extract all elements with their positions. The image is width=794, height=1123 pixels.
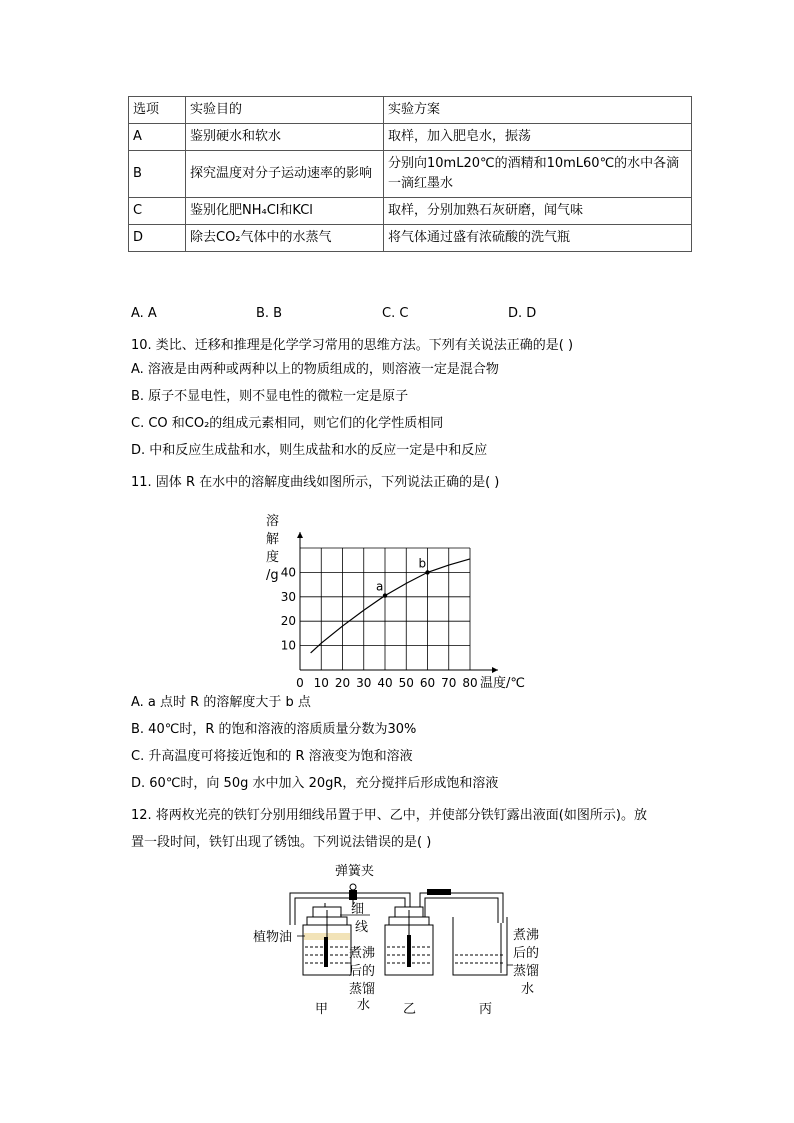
- boiled-water-right-2: 后的: [513, 946, 540, 961]
- table-header-cell: 选项: [129, 97, 186, 124]
- boiled-water-mid-4: 水: [357, 998, 371, 1013]
- boiled-water-mid-2: 后的: [349, 964, 376, 979]
- thread-label-2: 线: [355, 920, 369, 935]
- boiled-water-right-1: 煮沸: [513, 928, 540, 943]
- y-tick-label: 40: [280, 565, 296, 580]
- table-cell: 将气体通过盛有浓硫酸的洗气瓶: [384, 225, 692, 252]
- q10-option-c[interactable]: C. CO 和CO₂的组成元素相同，则它们的化学性质相同: [131, 416, 444, 431]
- q9-choice-d[interactable]: D. D: [508, 306, 537, 321]
- table-cell: 分别向10mL20℃的酒精和10mL60℃的水中各滴一滴红墨水: [384, 151, 692, 198]
- table-cell: 除去CO₂气体中的水蒸气: [186, 225, 384, 252]
- chart-y-axis-label: [266, 513, 279, 583]
- q10-option-b[interactable]: B. 原子不显电性，则不显电性的微粒一定是原子: [131, 389, 409, 404]
- q11-stem: 11. 固体 R 在水中的溶解度曲线如图所示，下列说法正确的是( ): [131, 475, 500, 490]
- x-axis-arrow: [492, 667, 498, 673]
- rubber-tube: [427, 889, 451, 895]
- beaker-bing: [453, 917, 507, 975]
- chart-series-line: [311, 559, 470, 653]
- x-tick-label: 40: [377, 676, 393, 690]
- y-axis-label-part: /g: [266, 568, 279, 583]
- chart-points: [376, 556, 430, 597]
- q12-stem-line2: 置一段时间，铁钉出现了锈蚀。下列说法错误的是( ): [131, 835, 432, 850]
- x-tick-label: 0: [296, 676, 304, 690]
- table-cell: C: [129, 198, 186, 225]
- label-jia: 甲: [315, 1002, 329, 1017]
- table-row: [129, 151, 692, 198]
- table-cell: 探究温度对分子运动速率的影响: [186, 151, 384, 198]
- iron-nail: [407, 935, 411, 967]
- options-table: [128, 96, 692, 252]
- chart-axes: [297, 532, 498, 673]
- table-cell: 鉴别硬水和软水: [186, 124, 384, 151]
- bottle-yi: [385, 907, 433, 975]
- x-tick-label: 50: [398, 676, 414, 690]
- table-row: [129, 124, 692, 151]
- boiled-water-right-3: 蒸馏: [513, 964, 540, 979]
- boiled-water-mid-3: 蒸馏: [349, 982, 376, 997]
- table-row: [129, 225, 692, 252]
- table-cell: D: [129, 225, 186, 252]
- table-cell: A: [129, 124, 186, 151]
- q11-option-c[interactable]: C. 升高温度可将接近饱和的 R 溶液变为饱和溶液: [131, 749, 413, 764]
- q11-option-b[interactable]: B. 40℃时，R 的饱和溶液的溶质质量分数为30%: [131, 722, 417, 737]
- table-cell: B: [129, 151, 186, 198]
- q12-stem-line1: 12. 将两枚光亮的铁钉分别用细线吊置于甲、乙中，并使部分铁钉露出液面(如图所示)。放: [131, 808, 647, 823]
- label-yi: 乙: [403, 1002, 417, 1017]
- q11-option-d[interactable]: D. 60℃时，向 50g 水中加入 20gR，充分搅拌后形成饱和溶液: [131, 776, 499, 791]
- y-axis-arrow: [297, 532, 303, 538]
- table-cell: 取样，分别加熟石灰研磨，闻气味: [384, 198, 692, 225]
- iron-nail: [324, 937, 328, 967]
- q11-option-a[interactable]: A. a 点时 R 的溶解度大于 b 点: [131, 695, 311, 710]
- q9-choice-a[interactable]: A. A: [131, 306, 157, 321]
- data-point-label: b: [418, 556, 427, 571]
- data-point: [425, 570, 429, 574]
- y-tick-label: 30: [280, 589, 296, 604]
- table-header-row: [129, 97, 692, 124]
- rust-experiment-apparatus: [245, 855, 565, 1020]
- x-tick-label: 70: [441, 676, 457, 690]
- y-axis-label-part: 度: [266, 550, 280, 565]
- q10-stem: 10. 类比、迁移和推理是化学学习常用的思维方法。下列有关说法正确的是( ): [131, 338, 574, 353]
- x-tick-label: 80: [462, 676, 478, 690]
- x-tick-label: 10: [313, 676, 329, 690]
- q9-choice-c[interactable]: C. C: [382, 306, 409, 321]
- y-axis-label-part: 溶: [266, 514, 280, 529]
- data-point: [383, 593, 387, 597]
- y-axis-label-part: 解: [266, 532, 280, 547]
- y-tick-label: 10: [280, 638, 296, 653]
- q10-option-d[interactable]: D. 中和反应生成盐和水，则生成盐和水的反应一定是中和反应: [131, 443, 488, 458]
- q10-option-a[interactable]: A. 溶液是由两种或两种以上的物质组成的，则溶液一定是混合物: [131, 362, 499, 377]
- table-header-cell: 实验方案: [384, 97, 692, 124]
- veg-oil-label: 植物油: [253, 930, 293, 945]
- table-row: [129, 198, 692, 225]
- chart-x-axis-label: 温度/℃: [480, 676, 525, 691]
- label-bing: 丙: [479, 1002, 493, 1017]
- y-tick-label: 20: [280, 614, 296, 629]
- table-cell: 鉴别化肥NH₄Cl和KCl: [186, 198, 384, 225]
- table-header-cell: 实验目的: [186, 97, 384, 124]
- data-point-label: a: [376, 579, 384, 594]
- bottle-jia: [303, 907, 351, 975]
- spring-clip-label: 弹簧夹: [335, 864, 375, 879]
- x-tick-label: 30: [356, 676, 372, 690]
- x-tick-label: 60: [419, 676, 436, 690]
- x-tick-label: 20: [334, 676, 351, 690]
- boiled-water-mid-1: 煮沸: [349, 946, 376, 961]
- thread-label-1: 细: [351, 902, 365, 917]
- q9-choice-b[interactable]: B. B: [256, 306, 283, 321]
- solubility-chart: [250, 505, 550, 695]
- table-cell: 取样，加入肥皂水，振荡: [384, 124, 692, 151]
- boiled-water-right-4: 水: [521, 982, 535, 997]
